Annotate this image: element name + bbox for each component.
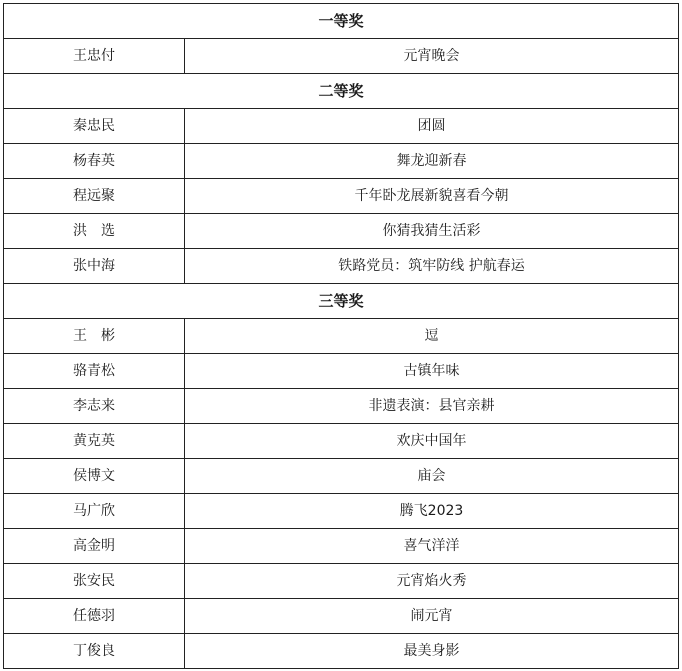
winner-name: 秦忠民 xyxy=(4,109,185,144)
winner-name: 洪 选 xyxy=(4,214,185,249)
winner-name: 侯博文 xyxy=(4,459,185,494)
table-row xyxy=(4,494,679,529)
section-title-second-prize: 二等奖 xyxy=(4,74,679,109)
section-header-row xyxy=(4,4,679,39)
awards-table xyxy=(3,3,679,669)
winner-name: 丁俊良 xyxy=(4,634,185,669)
work-title: 千年卧龙展新貌喜看今朝 xyxy=(185,179,679,214)
table-row xyxy=(4,599,679,634)
table-row xyxy=(4,39,679,74)
work-title: 元宵焰火秀 xyxy=(185,564,679,599)
winner-name: 张中海 xyxy=(4,249,185,284)
winner-name: 李志来 xyxy=(4,389,185,424)
work-title: 欢庆中国年 xyxy=(185,424,679,459)
table-row xyxy=(4,109,679,144)
winner-name: 高金明 xyxy=(4,529,185,564)
work-title: 最美身影 xyxy=(185,634,679,669)
winner-name: 程远聚 xyxy=(4,179,185,214)
winner-name: 任德羽 xyxy=(4,599,185,634)
work-title: 舞龙迎新春 xyxy=(185,144,679,179)
table-row xyxy=(4,634,679,669)
work-title: 铁路党员：筑牢防线 护航春运 xyxy=(185,249,679,284)
work-title: 腾飞2023 xyxy=(185,494,679,529)
winner-name: 骆青松 xyxy=(4,354,185,389)
winner-name: 杨春英 xyxy=(4,144,185,179)
table-row xyxy=(4,354,679,389)
winner-name: 马广欣 xyxy=(4,494,185,529)
section-header-row xyxy=(4,284,679,319)
work-title: 元宵晚会 xyxy=(185,39,679,74)
work-title: 喜气洋洋 xyxy=(185,529,679,564)
table-row xyxy=(4,144,679,179)
work-title: 逗 xyxy=(185,319,679,354)
work-title: 庙会 xyxy=(185,459,679,494)
section-title-third-prize: 三等奖 xyxy=(4,284,679,319)
table-row xyxy=(4,179,679,214)
work-title: 团圆 xyxy=(185,109,679,144)
work-title: 你猜我猜生活彩 xyxy=(185,214,679,249)
section-title-first-prize: 一等奖 xyxy=(4,4,679,39)
winner-name: 黄克英 xyxy=(4,424,185,459)
table-row xyxy=(4,389,679,424)
awards-table-body xyxy=(4,4,679,669)
table-row xyxy=(4,459,679,494)
table-row xyxy=(4,249,679,284)
winner-name: 张安民 xyxy=(4,564,185,599)
table-row xyxy=(4,424,679,459)
table-row xyxy=(4,319,679,354)
section-header-row xyxy=(4,74,679,109)
table-row xyxy=(4,529,679,564)
winner-name: 王忠付 xyxy=(4,39,185,74)
table-row xyxy=(4,564,679,599)
work-title: 闹元宵 xyxy=(185,599,679,634)
table-row xyxy=(4,214,679,249)
work-title: 非遗表演：县官亲耕 xyxy=(185,389,679,424)
winner-name: 王 彬 xyxy=(4,319,185,354)
work-title: 古镇年味 xyxy=(185,354,679,389)
